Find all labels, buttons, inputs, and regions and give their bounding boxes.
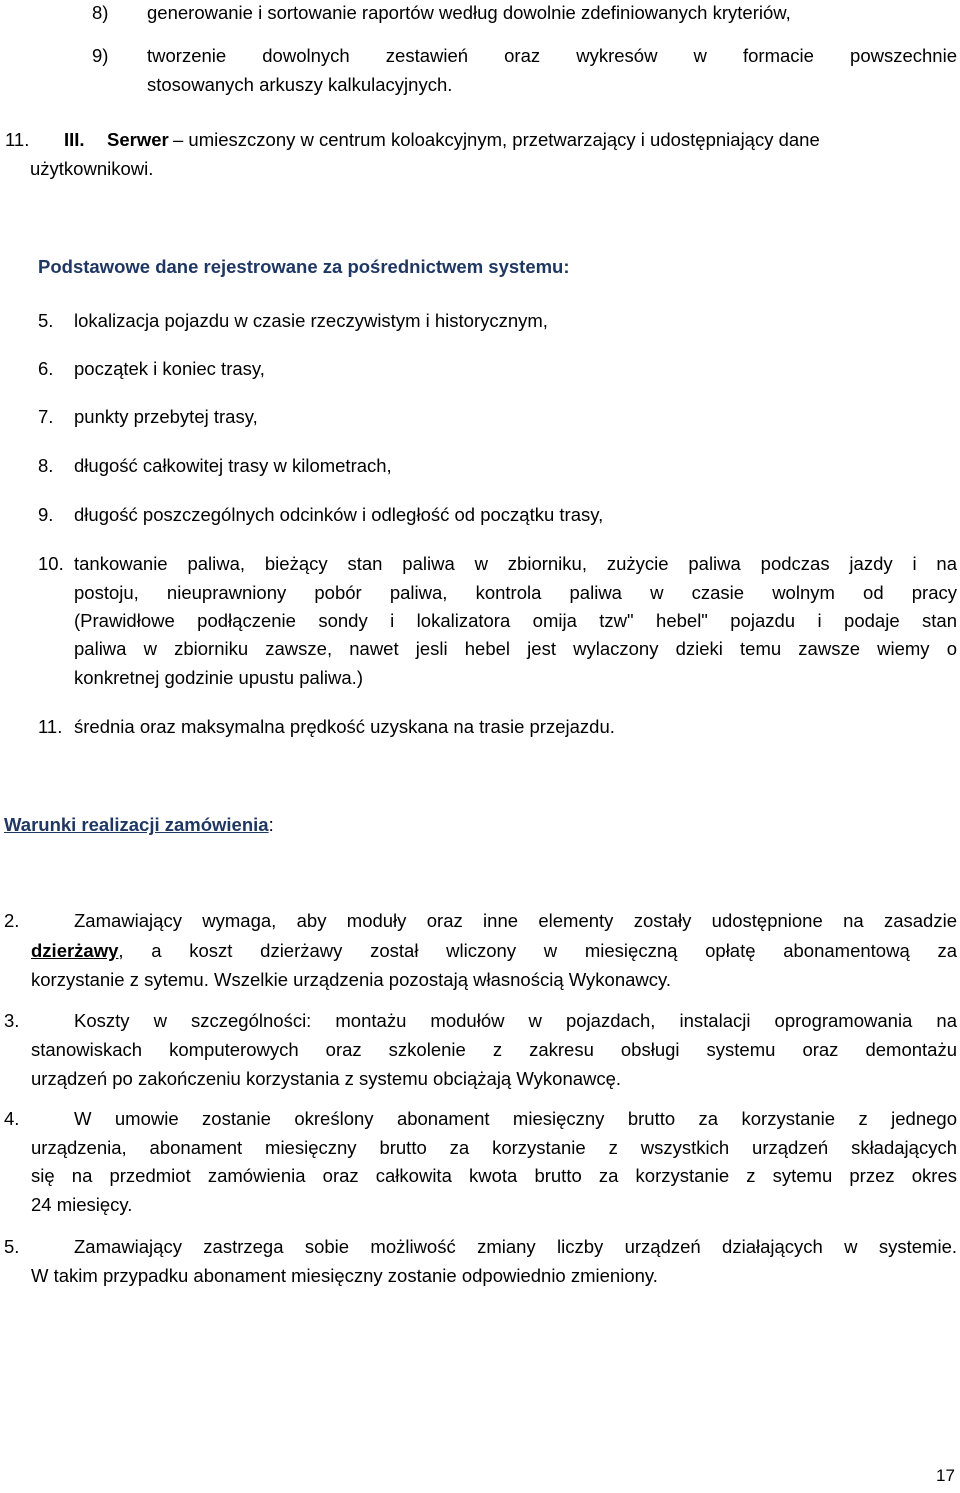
condition-num: 3. xyxy=(4,1010,20,1031)
list-item-num: 6. xyxy=(38,358,54,379)
list-item-text: konkretnej godzinie upustu paliwa.) xyxy=(74,667,363,688)
list-item-text: tworzenie dowolnych zestawień oraz wykresów w formacie powszechnie xyxy=(147,45,957,66)
lease-term: dzierżawy xyxy=(31,940,119,961)
list-item-num: 8) xyxy=(92,2,109,23)
list-item-num: 8. xyxy=(38,455,54,476)
list-item-text: generowanie i sortowanie raportów według dowolnie zdefiniowanych kryteriów, xyxy=(147,2,791,23)
conditions-heading xyxy=(4,814,274,836)
list-item-text: długość poszczególnych odcinków i odległość od początku trasy, xyxy=(74,504,604,525)
list-item-text: początek i koniec trasy, xyxy=(74,358,265,379)
basic-data-heading: Podstawowe dane rejestrowane za pośrednictwem systemu: xyxy=(38,256,570,277)
condition-text: stanowiskach komputerowych oraz szkolenie z zakresu obsługi systemu oraz demontażu xyxy=(31,1039,957,1060)
list-item-text: paliwa w zbiorniku zawsze, nawet jesli hebel jest wylaczony dzieki temu zawsze wiemy o xyxy=(74,638,957,659)
section-roman: III. xyxy=(64,129,85,150)
section-title: Serwer xyxy=(107,129,169,150)
list-item-num: 9. xyxy=(38,504,54,525)
list-item-text: tankowanie paliwa, bieżący stan paliwa w zbiorniku, zużycie paliwa podczas jazdy i na xyxy=(74,553,957,574)
list-item-text: punkty przebytej trasy, xyxy=(74,406,258,427)
section-number: 11. xyxy=(5,129,30,150)
condition-text xyxy=(31,940,957,962)
section-text: – umieszczony w centrum koloakcyjnym, przetwarzający i udostępniający dane xyxy=(173,129,820,150)
condition-text: urządzeń po zakończeniu korzystania z systemu obciążają Wykonawcę. xyxy=(31,1068,622,1089)
condition-text: W takim przypadku abonament miesięczny zostanie odpowiednio zmieniony. xyxy=(31,1265,658,1286)
condition-text: się na przedmiot zamówienia oraz całkowita kwota brutto za korzystanie z sytemu przez okres xyxy=(31,1165,957,1186)
condition-num: 5. xyxy=(4,1236,20,1257)
list-item-num: 9) xyxy=(92,45,109,66)
list-item-text: postoju, nieuprawniony pobór paliwa, kontrola paliwa w czasie wolnym od pracy xyxy=(74,582,957,603)
conditions-heading-text: Warunki realizacji zamówienia xyxy=(4,814,269,835)
condition-text: Koszty w szczególności: montażu modułów w pojazdach, instalacji oprogramowania na xyxy=(74,1010,957,1031)
condition-text: korzystanie z sytemu. Wszelkie urządzenia pozostają własnością Wykonawcy. xyxy=(31,969,672,990)
section-text: użytkownikowi. xyxy=(30,158,154,179)
condition-text: Zamawiający wymaga, aby moduły oraz inne elementy zostały udostępnione na zasadzie xyxy=(74,910,957,931)
list-item-num: 10. xyxy=(38,553,64,574)
condition-text: Zamawiający zastrzega sobie możliwość zmiany liczby urządzeń działających w systemie. xyxy=(74,1236,957,1257)
list-item-num: 11. xyxy=(38,716,63,737)
list-item-text: stosowanych arkuszy kalkulacyjnych. xyxy=(147,74,453,95)
list-item-text: średnia oraz maksymalna prędkość uzyskana na trasie przejazdu. xyxy=(74,716,615,737)
list-item-text: lokalizacja pojazdu w czasie rzeczywistym i historycznym, xyxy=(74,310,548,331)
list-item-text: (Prawidłowe podłączenie sondy i lokalizatora omija tzw" hebel" pojazdu i podaje stan xyxy=(74,610,957,631)
condition-num: 2. xyxy=(4,910,20,931)
condition-num: 4. xyxy=(4,1108,20,1129)
condition-text: urządzenia, abonament miesięczny brutto za korzystanie z wszystkich urządzeń składających xyxy=(31,1137,957,1158)
page-number: 17 xyxy=(936,1466,955,1485)
list-item-text: długość całkowitej trasy w kilometrach, xyxy=(74,455,392,476)
condition-text-rest: , a koszt dzierżawy został wliczony w miesięczną opłatę abonamentową za xyxy=(118,940,957,961)
condition-text: W umowie zostanie określony abonament miesięczny brutto za korzystanie z jednego xyxy=(74,1108,957,1129)
list-item-num: 5. xyxy=(38,310,54,331)
condition-text: 24 miesięcy. xyxy=(31,1194,133,1215)
list-item-num: 7. xyxy=(38,406,54,427)
conditions-heading-colon: : xyxy=(268,814,274,835)
